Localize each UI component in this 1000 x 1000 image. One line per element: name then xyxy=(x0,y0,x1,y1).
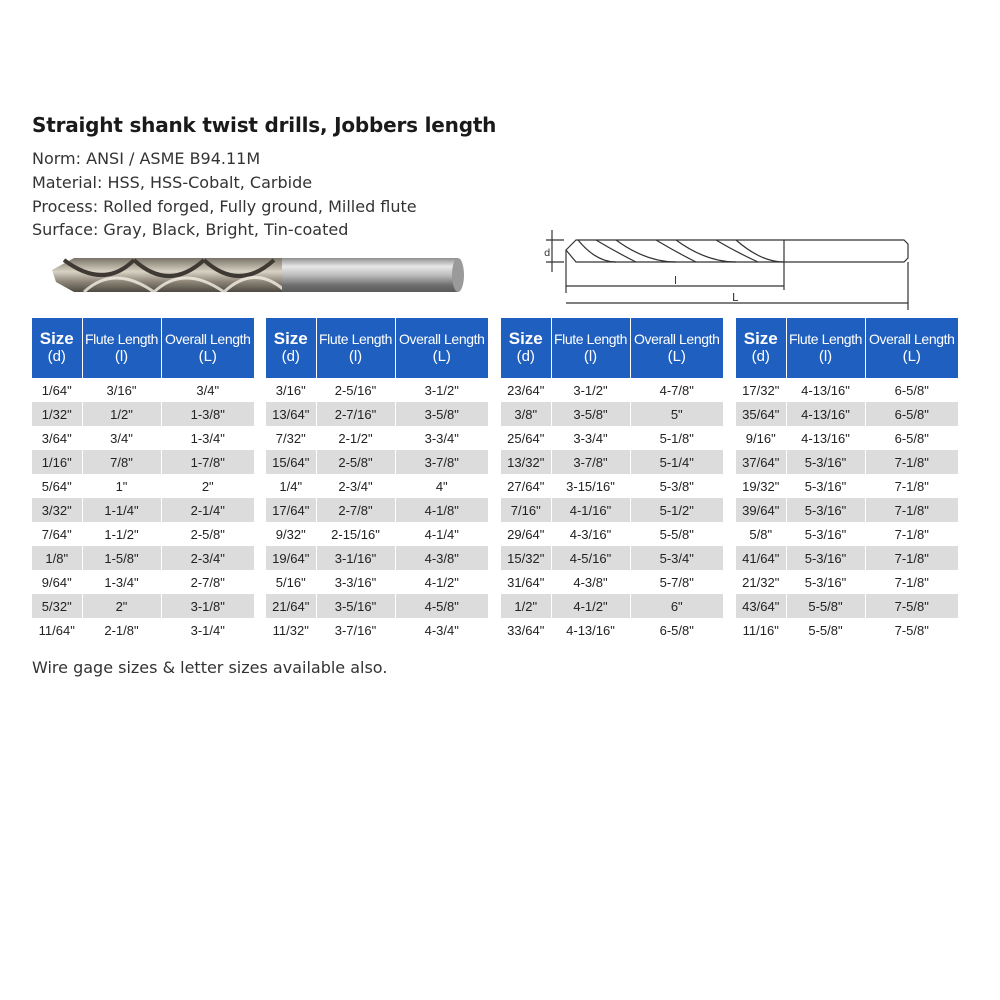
flute-length-header-symbol: (l) xyxy=(583,348,598,365)
table-row xyxy=(501,450,723,474)
footnote: Wire gage sizes & letter sizes available also. xyxy=(32,658,388,677)
overall-length-cell: 7-5/8" xyxy=(865,618,958,642)
table-row xyxy=(501,546,723,570)
size-header-symbol: (d) xyxy=(516,348,535,365)
flute-length-cell: 2-5/8" xyxy=(316,450,395,474)
overall-length-header xyxy=(395,318,488,378)
size-table-2 xyxy=(266,318,488,642)
table-row xyxy=(32,426,254,450)
table-header-row xyxy=(266,318,488,378)
size-header-symbol: (d) xyxy=(47,348,66,365)
overall-length-cell: 6" xyxy=(630,594,723,618)
table-row xyxy=(266,546,488,570)
flute-length-cell: 4-1/16" xyxy=(551,498,630,522)
table-row xyxy=(266,450,488,474)
flute-length-cell: 2" xyxy=(82,594,161,618)
flute-length-cell: 2-5/16" xyxy=(316,378,395,402)
size-cell: 5/32" xyxy=(32,594,82,618)
overall-length-cell: 4-1/4" xyxy=(395,522,488,546)
flute-length-header xyxy=(551,318,630,378)
overall-length-header-label: Overall Length xyxy=(869,331,955,347)
table-row xyxy=(32,498,254,522)
size-cell: 5/16" xyxy=(266,570,316,594)
flute-length-cell: 2-1/8" xyxy=(82,618,161,642)
size-table-3 xyxy=(501,318,723,642)
flute-length-cell: 2-7/8" xyxy=(316,498,395,522)
size-header-label: Size xyxy=(273,329,308,348)
table-header-row xyxy=(32,318,254,378)
table-row xyxy=(736,426,958,450)
flute-length-cell: 2-7/16" xyxy=(316,402,395,426)
overall-length-cell: 5-1/8" xyxy=(630,426,723,450)
flute-length-cell: 5-3/16" xyxy=(786,522,865,546)
overall-length-cell: 4-1/2" xyxy=(395,570,488,594)
overall-length-header-label: Overall Length xyxy=(634,331,720,347)
size-cell: 3/16" xyxy=(266,378,316,402)
overall-length-cell: 5-7/8" xyxy=(630,570,723,594)
flute-length-header-label: Flute Length xyxy=(84,331,159,347)
overall-length-cell: 5-1/2" xyxy=(630,498,723,522)
table-row xyxy=(266,402,488,426)
overall-length-cell: 3/4" xyxy=(161,378,254,402)
size-cell: 5/64" xyxy=(32,474,82,498)
flute-length-cell: 2-3/4" xyxy=(316,474,395,498)
overall-length-cell: 7-1/8" xyxy=(865,522,958,546)
size-cell: 7/64" xyxy=(32,522,82,546)
size-cell: 7/16" xyxy=(501,498,551,522)
overall-length-cell: 5-3/4" xyxy=(630,546,723,570)
size-cell: 11/16" xyxy=(736,618,786,642)
flute-length-cell: 3-7/16" xyxy=(316,618,395,642)
size-cell: 31/64" xyxy=(501,570,551,594)
overall-length-header-label: Overall Length xyxy=(399,331,485,347)
size-cell: 1/4" xyxy=(266,474,316,498)
flute-length-cell: 1" xyxy=(82,474,161,498)
flute-length-cell: 5-3/16" xyxy=(786,450,865,474)
overall-length-cell: 2-5/8" xyxy=(161,522,254,546)
size-cell: 7/32" xyxy=(266,426,316,450)
overall-length-cell: 6-5/8" xyxy=(865,426,958,450)
overall-length-cell: 7-1/8" xyxy=(865,450,958,474)
size-cell: 27/64" xyxy=(501,474,551,498)
overall-length-cell: 5-3/8" xyxy=(630,474,723,498)
flute-length-header xyxy=(786,318,865,378)
size-cell: 9/16" xyxy=(736,426,786,450)
table-row xyxy=(32,402,254,426)
table-row xyxy=(736,618,958,642)
flute-length-cell: 4-3/16" xyxy=(551,522,630,546)
overall-length-cell: 7-1/8" xyxy=(865,474,958,498)
table-row xyxy=(736,498,958,522)
overall-length-cell: 5-5/8" xyxy=(630,522,723,546)
size-cell: 35/64" xyxy=(736,402,786,426)
overall-length-cell: 7-1/8" xyxy=(865,546,958,570)
flute-length-cell: 1-1/2" xyxy=(82,522,161,546)
size-cell: 19/64" xyxy=(266,546,316,570)
flute-length-cell: 4-13/16" xyxy=(786,378,865,402)
size-table-4 xyxy=(736,318,958,642)
size-cell: 43/64" xyxy=(736,594,786,618)
size-header-label: Size xyxy=(508,329,543,348)
flute-length-cell: 5-3/16" xyxy=(786,546,865,570)
overall-length-cell: 2-1/4" xyxy=(161,498,254,522)
size-cell: 1/64" xyxy=(32,378,82,402)
overall-length-cell: 3-5/8" xyxy=(395,402,488,426)
flute-length-header-label: Flute Length xyxy=(553,331,628,347)
flute-length-cell: 3-7/8" xyxy=(551,450,630,474)
size-cell: 13/32" xyxy=(501,450,551,474)
overall-length-header xyxy=(865,318,958,378)
overall-length-cell: 7-5/8" xyxy=(865,594,958,618)
size-cell: 37/64" xyxy=(736,450,786,474)
size-cell: 1/32" xyxy=(32,402,82,426)
flute-length-cell: 2-15/16" xyxy=(316,522,395,546)
spec-surface: Surface: Gray, Black, Bright, Tin-coated xyxy=(32,220,349,239)
flute-length-cell: 3-5/16" xyxy=(316,594,395,618)
table-row xyxy=(501,402,723,426)
overall-length-cell: 5-1/4" xyxy=(630,450,723,474)
overall-length-header-symbol: (L) xyxy=(432,348,451,365)
table-row xyxy=(501,474,723,498)
flute-length-cell: 3-3/4" xyxy=(551,426,630,450)
flute-length-header xyxy=(316,318,395,378)
flute-length-cell: 5-5/8" xyxy=(786,618,865,642)
flute-length-header xyxy=(82,318,161,378)
flute-length-header-label: Flute Length xyxy=(318,331,393,347)
overall-length-cell: 3-3/4" xyxy=(395,426,488,450)
size-cell: 19/32" xyxy=(736,474,786,498)
size-table-1 xyxy=(32,318,254,642)
table-row xyxy=(32,546,254,570)
size-header-symbol: (d) xyxy=(281,348,300,365)
overall-length-header xyxy=(161,318,254,378)
size-cell: 29/64" xyxy=(501,522,551,546)
size-cell: 15/32" xyxy=(501,546,551,570)
size-header xyxy=(266,318,316,378)
flute-length-cell: 3/4" xyxy=(82,426,161,450)
overall-length-cell: 4-3/4" xyxy=(395,618,488,642)
table-row xyxy=(32,570,254,594)
size-header-symbol: (d) xyxy=(751,348,770,365)
size-cell: 1/16" xyxy=(32,450,82,474)
size-cell: 3/32" xyxy=(32,498,82,522)
flute-length-cell: 4-5/16" xyxy=(551,546,630,570)
table-row xyxy=(266,474,488,498)
table-row xyxy=(266,618,488,642)
table-row xyxy=(266,426,488,450)
flute-length-cell: 7/8" xyxy=(82,450,161,474)
flute-length-cell: 3-1/2" xyxy=(551,378,630,402)
overall-length-cell: 6-5/8" xyxy=(865,378,958,402)
table-row xyxy=(32,378,254,402)
size-header xyxy=(32,318,82,378)
flute-length-header-symbol: (l) xyxy=(818,348,833,365)
table-header-row xyxy=(501,318,723,378)
size-cell: 1/8" xyxy=(32,546,82,570)
overall-length-cell: 4-7/8" xyxy=(630,378,723,402)
diagram-label-l: l xyxy=(674,274,678,287)
flute-length-cell: 4-13/16" xyxy=(551,618,630,642)
size-cell: 9/64" xyxy=(32,570,82,594)
size-cell: 25/64" xyxy=(501,426,551,450)
overall-length-cell: 4" xyxy=(395,474,488,498)
size-header xyxy=(501,318,551,378)
size-cell: 11/32" xyxy=(266,618,316,642)
size-cell: 11/64" xyxy=(32,618,82,642)
overall-length-cell: 2-3/4" xyxy=(161,546,254,570)
flute-length-cell: 5-3/16" xyxy=(786,498,865,522)
overall-length-cell: 3-7/8" xyxy=(395,450,488,474)
flute-length-cell: 1-3/4" xyxy=(82,570,161,594)
table-row xyxy=(736,402,958,426)
size-cell: 3/8" xyxy=(501,402,551,426)
overall-length-header-symbol: (L) xyxy=(902,348,921,365)
page-title: Straight shank twist drills, Jobbers length xyxy=(32,113,497,137)
table-row xyxy=(266,378,488,402)
table-row xyxy=(32,594,254,618)
overall-length-cell: 4-5/8" xyxy=(395,594,488,618)
flute-length-cell: 1/2" xyxy=(82,402,161,426)
overall-length-cell: 3-1/4" xyxy=(161,618,254,642)
size-cell: 9/32" xyxy=(266,522,316,546)
table-row xyxy=(501,426,723,450)
diagram-label-L: L xyxy=(732,291,739,304)
table-row xyxy=(736,570,958,594)
size-cell: 21/64" xyxy=(266,594,316,618)
overall-length-cell: 1-3/4" xyxy=(161,426,254,450)
overall-length-header-symbol: (L) xyxy=(198,348,217,365)
overall-length-cell: 7-1/8" xyxy=(865,570,958,594)
table-row xyxy=(32,618,254,642)
table-header-row xyxy=(736,318,958,378)
flute-length-cell: 4-1/2" xyxy=(551,594,630,618)
flute-length-cell: 5-5/8" xyxy=(786,594,865,618)
flute-length-cell: 1-1/4" xyxy=(82,498,161,522)
size-cell: 17/64" xyxy=(266,498,316,522)
diagram-label-d: d xyxy=(544,248,551,259)
flute-length-cell: 3-15/16" xyxy=(551,474,630,498)
table-row xyxy=(736,546,958,570)
table-row xyxy=(736,378,958,402)
flute-length-cell: 3-3/16" xyxy=(316,570,395,594)
size-cell: 23/64" xyxy=(501,378,551,402)
size-cell: 13/64" xyxy=(266,402,316,426)
size-cell: 33/64" xyxy=(501,618,551,642)
overall-length-cell: 6-5/8" xyxy=(865,402,958,426)
size-cell: 5/8" xyxy=(736,522,786,546)
table-row xyxy=(266,498,488,522)
size-cell: 21/32" xyxy=(736,570,786,594)
size-header-label: Size xyxy=(39,329,74,348)
size-header xyxy=(736,318,786,378)
drill-dimension-diagram xyxy=(536,218,916,318)
overall-length-header xyxy=(630,318,723,378)
table-row xyxy=(501,498,723,522)
flute-length-cell: 3-1/16" xyxy=(316,546,395,570)
overall-length-header-symbol: (L) xyxy=(667,348,686,365)
size-cell: 3/64" xyxy=(32,426,82,450)
flute-length-cell: 1-5/8" xyxy=(82,546,161,570)
spec-process: Process: Rolled forged, Fully ground, Milled flute xyxy=(32,197,417,216)
overall-length-cell: 7-1/8" xyxy=(865,498,958,522)
spec-norm: Norm: ANSI / ASME B94.11M xyxy=(32,149,261,168)
table-row xyxy=(32,450,254,474)
size-cell: 39/64" xyxy=(736,498,786,522)
flute-length-cell: 2-1/2" xyxy=(316,426,395,450)
overall-length-cell: 1-7/8" xyxy=(161,450,254,474)
overall-length-cell: 4-3/8" xyxy=(395,546,488,570)
overall-length-cell: 3-1/8" xyxy=(161,594,254,618)
table-row xyxy=(736,594,958,618)
overall-length-header-label: Overall Length xyxy=(165,331,251,347)
flute-length-cell: 4-13/16" xyxy=(786,426,865,450)
flute-length-header-symbol: (l) xyxy=(114,348,129,365)
flute-length-header-symbol: (l) xyxy=(348,348,363,365)
size-header-label: Size xyxy=(743,329,778,348)
table-row xyxy=(736,474,958,498)
table-row xyxy=(32,474,254,498)
size-cell: 15/64" xyxy=(266,450,316,474)
overall-length-cell: 2" xyxy=(161,474,254,498)
size-cell: 1/2" xyxy=(501,594,551,618)
drill-bit-photo xyxy=(44,250,474,300)
table-row xyxy=(501,522,723,546)
size-cell: 41/64" xyxy=(736,546,786,570)
table-row xyxy=(266,522,488,546)
table-row xyxy=(736,522,958,546)
table-row xyxy=(736,450,958,474)
table-row xyxy=(501,594,723,618)
overall-length-cell: 5" xyxy=(630,402,723,426)
table-row xyxy=(266,570,488,594)
overall-length-cell: 2-7/8" xyxy=(161,570,254,594)
flute-length-header-label: Flute Length xyxy=(788,331,863,347)
table-row xyxy=(32,522,254,546)
table-row xyxy=(501,570,723,594)
size-cell: 17/32" xyxy=(736,378,786,402)
flute-length-cell: 3-5/8" xyxy=(551,402,630,426)
overall-length-cell: 1-3/8" xyxy=(161,402,254,426)
table-row xyxy=(266,594,488,618)
overall-length-cell: 6-5/8" xyxy=(630,618,723,642)
table-row xyxy=(501,378,723,402)
overall-length-cell: 4-1/8" xyxy=(395,498,488,522)
flute-length-cell: 5-3/16" xyxy=(786,570,865,594)
flute-length-cell: 4-3/8" xyxy=(551,570,630,594)
flute-length-cell: 3/16" xyxy=(82,378,161,402)
flute-length-cell: 4-13/16" xyxy=(786,402,865,426)
table-row xyxy=(501,618,723,642)
flute-length-cell: 5-3/16" xyxy=(786,474,865,498)
spec-material: Material: HSS, HSS-Cobalt, Carbide xyxy=(32,173,313,192)
overall-length-cell: 3-1/2" xyxy=(395,378,488,402)
